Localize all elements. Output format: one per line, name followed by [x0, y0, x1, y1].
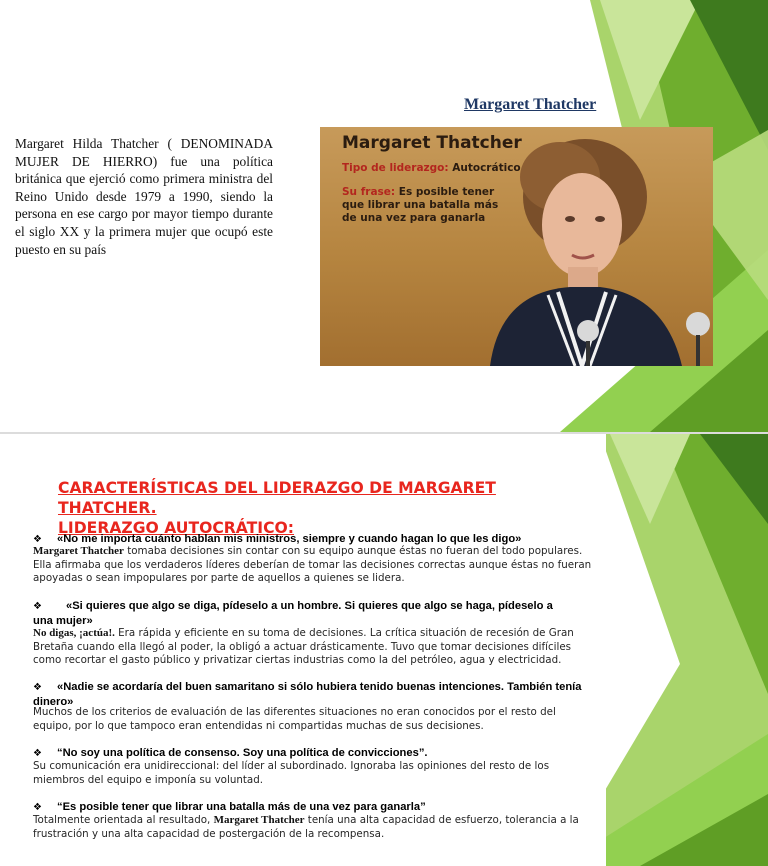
section-heading [58, 478, 598, 538]
photo-caption-name: Margaret Thatcher [342, 133, 522, 153]
quote-text-2: «Si quieres que algo se diga, pídeselo a un hombre. Si quieres que algo se haga, pídeselo a una mujer» [33, 600, 553, 627]
photo-caption-tipo-label: Tipo de liderazgo: [342, 162, 449, 174]
photo-caption-frase-value: Es posible tener que librar una batalla más de una vez para ganarla [342, 186, 499, 224]
description-2-text: Era rápida y eficiente en su toma de decisiones. La crítica situación de recesión de Gran Bretaña cuando ella llegó al poder, la obligó a actuar drásticamente. Tuvo que tomar decisiones difíciles como recortar el gasto público y privatizar ciertas industrias como la del petróleo, agua y electricidad. [33, 627, 574, 667]
description-2-lead: No digas, ¡actúa!. [33, 627, 115, 639]
quote-text-3: «Nadie se acordaría del buen samaritano si sólo hubiera tenido buenas intenciones. También tenía dinero» [33, 681, 582, 708]
photo-caption-tipo [342, 162, 521, 174]
diamond-bullet-icon: ❖ [33, 802, 42, 813]
description-5-after: tenía una alta capacidad de esfuerzo, tolerancia a la frustración y una alta capacidad de postergación de la recompensa. [33, 814, 579, 840]
section-heading-line-1: CARACTERÍSTICAS DEL LIDERAZGO DE MARGARET THATCHER. [58, 479, 496, 517]
diamond-bullet-icon: ❖ [33, 534, 42, 545]
quote-item-2 [33, 599, 573, 628]
quote-item-3 [33, 680, 583, 709]
description-1-text: tomaba decisiones sin contar con su equipo aunque éstas no fueran del todo populares. Ella afirmaba que los verdaderos líderes deberían de tomar las decisiones correctas aunque éstas no fueran apoyadas o sean impopulares por parte de aquellos a quienes se lidera. [33, 545, 592, 585]
description-5-lead: Margaret Thatcher [213, 814, 305, 826]
description-3: Muchos de los criterios de evaluación de las diferentes situaciones no eran conocidos por el resto del equipo, por lo que tampoco eran entendidas ni compartidas muchas de sus decisiones. [33, 706, 556, 732]
quote-item-4 [33, 746, 593, 761]
description-1 [33, 545, 593, 586]
section-heading-line-2: LIDERAZGO AUTOCRÁTICO: [58, 519, 295, 537]
thatcher-photo [320, 127, 713, 366]
diamond-bullet-icon: ❖ [33, 682, 42, 693]
quote-item-5 [33, 800, 593, 815]
biography-paragraph: Margaret Hilda Thatcher ( DENOMINADA MUJER DE HIERRO) fue una política británica que ejerció como primera ministra del Reino Unido desde 1979 a 1990, siendo la persona en ese cargo por mayor tiempo durante el siglo XX y la primera mujer que ocupó este puesto en su país [15, 136, 273, 257]
quote-text-1: «No me importa cuánto hablan mis ministros, siempre y cuando hagan lo que les digo» [57, 533, 522, 545]
quote-text-4: “No soy una política de consenso. Soy una política de convicciones”. [57, 747, 428, 759]
photo-caption-frase-label: Su frase: [342, 186, 396, 198]
description-5 [33, 814, 593, 841]
photo-caption-tipo-value: Autocrático [452, 162, 521, 174]
slide-title: Margaret Thatcher [464, 96, 597, 113]
description-4: Su comunicación era unidireccional: del líder al subordinado. Ignoraba las opiniones del resto de los miembros del equipo e imponía su voluntad. [33, 760, 550, 786]
description-5-before: Totalmente orientada al resultado, [33, 814, 214, 826]
quote-text-5: “Es posible tener que librar una batalla más de una vez para ganarla” [57, 801, 426, 813]
diamond-bullet-icon: ❖ [33, 601, 42, 612]
slide-1 [0, 0, 768, 432]
description-1-lead: Margaret Thatcher [33, 545, 124, 557]
description-2 [33, 627, 593, 668]
photo-caption-frase [342, 186, 502, 225]
diamond-bullet-icon: ❖ [33, 748, 42, 759]
slide-2 [0, 434, 768, 866]
